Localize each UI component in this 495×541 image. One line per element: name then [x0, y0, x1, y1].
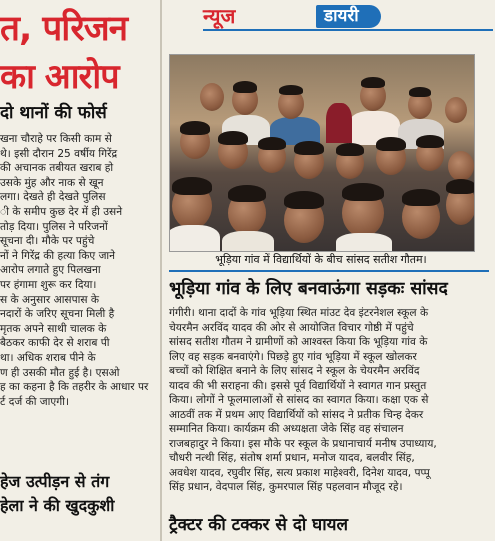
- left-body-line: सूचना दी। मौके पर पहुंचे: [0, 235, 95, 248]
- left-body-line: था। अधिक शराब पीने के: [0, 351, 96, 364]
- left-body-line: ी के समीप कुछ देर में ही उसने: [0, 205, 123, 218]
- article-body-line: सांसद सतीश गौतम ने ग्रामीणों को आश्वस्त किया कि भूड़िया गांव के: [169, 336, 428, 348]
- left-body-line: आरोप लगाते हुए पिलखना: [0, 264, 101, 277]
- left-body-line: बैठकर काफी देर से शराब पी: [0, 337, 110, 350]
- banner-underline: [203, 29, 493, 31]
- left-body-line: स के अनुसार आसपास के: [0, 293, 100, 306]
- left-second-headline-line2: हेला ने की खुदकुशी: [0, 496, 115, 515]
- article-body-line: लिए वह सड़क बनवाएंगे। पिछड़े हुए गांव भूड़िया में स्कूल खोलकर: [169, 350, 417, 363]
- article-body-line: अवधेश यादव, रघुवीर सिंह, सत्य प्रकाश माहेश्वरी, दिनेश यादव, पप्पू: [169, 466, 430, 479]
- left-column-story: [0, 0, 154, 541]
- left-body-line: पर हंगामा शुरू कर दिया।: [0, 278, 97, 291]
- left-body-line: थे। इसी दौरान 25 वर्षीय गिरेंद्र: [0, 147, 118, 160]
- banner-news-label: न्यूज: [203, 4, 236, 28]
- column-divider: [160, 0, 162, 541]
- article-body-line: सम्मानित किया। कार्यक्रम की अध्यक्षता जेके सिंह वह संचालन: [169, 423, 404, 435]
- left-body-line: नदारों के जरिए सूचना मिली है: [0, 308, 115, 321]
- next-article-title: ट्रैक्टर की टक्कर से दो घायल: [169, 515, 349, 535]
- article-body-line: बच्चों को शिक्षित बनाने के लिए सांसद ने स्कूल के चेयरमैन अरविंद: [169, 365, 420, 377]
- left-body-line: की अचानक तबीयत खराब हो: [0, 162, 114, 175]
- left-body-line: लगा। देखते ही देखते पुलिस: [0, 191, 106, 204]
- left-body-line: ण ही उसकी मौत हुई है। एसओ: [0, 366, 120, 379]
- article-body-line: सिंह प्रधान, वेदपाल सिंह, कुमरपाल सिंह पहलवान मौजूद रहे।: [169, 481, 403, 493]
- banner-diary-label: डायरी: [316, 5, 381, 28]
- article-body-line: गंगीरी। थाना दादों के गांव भूड़िया स्थित मांउट देव इंटरनेशल स्कूल के: [169, 307, 429, 319]
- left-body-line: खना चौराहे पर किसी काम से: [0, 133, 112, 145]
- news-photo: [169, 54, 475, 252]
- article-body-line: आठवीं तक में प्रथम आए विद्यार्थियों को सांसद ने प्रतीक चिन्ह देकर: [169, 408, 424, 421]
- article-body-line: यादव की भी सराहना की। इससे पूर्व विद्यार्थियों ने स्वागत गान प्रस्तुत: [169, 379, 427, 392]
- left-subheadline: दो थानों की फोर्स: [0, 103, 107, 123]
- article-body-line: किया। लोगों ने फूलमालाओं से सांसद का स्वागत किया। कक्षा एक से: [169, 394, 429, 406]
- left-body-line: उसके मुंह और नाक से खून: [0, 176, 104, 189]
- article-body-line: चौधरी नत्थी सिंह, संतोष शर्मा प्रधान, मनोज यादव, बलवीर सिंह,: [169, 452, 415, 464]
- left-headline-line2: का आरोप: [0, 57, 119, 97]
- left-body-line: नों ने गिरेंद्र की हत्या किए जाने: [0, 249, 116, 262]
- left-headline-line1: त, परिजन: [0, 9, 128, 49]
- left-body-line: र्ट दर्ज की जाएगी।: [0, 395, 69, 408]
- article-title: भूड़िया गांव के लिए बनवाऊंगा सड़कः सांसद: [169, 279, 448, 299]
- left-second-headline-line1: हेज उत्पीड़न से तंग: [0, 472, 110, 491]
- news-diary-banner: [203, 3, 493, 30]
- left-body-line: ह का कहना है कि तहरीर के आधार पर: [0, 381, 149, 394]
- photo-caption: भूड़िया गांव में विद्यार्थियों के बीच सांसद सतीश गौतम।: [215, 253, 427, 266]
- caption-rule: [169, 270, 489, 272]
- left-second-headline: [0, 470, 154, 518]
- left-story-body: [0, 132, 154, 409]
- article-body-line: चेयरमैन अरविंद यादव की ओर से आयोजित विचार गोष्ठी में पहुंचे: [169, 321, 414, 334]
- right-column-news-diary: [163, 0, 495, 541]
- article-body-line: राजबहादुर ने किया। इस मौके पर स्कूल के प्रधानाचार्य मनीष उपाध्याय,: [169, 437, 437, 450]
- article-body: [169, 306, 491, 495]
- left-body-line: मृतक अपने साथी चालक के: [0, 322, 107, 335]
- left-body-line: तोड़ दिया। पुलिस ने परिजनों: [0, 220, 108, 233]
